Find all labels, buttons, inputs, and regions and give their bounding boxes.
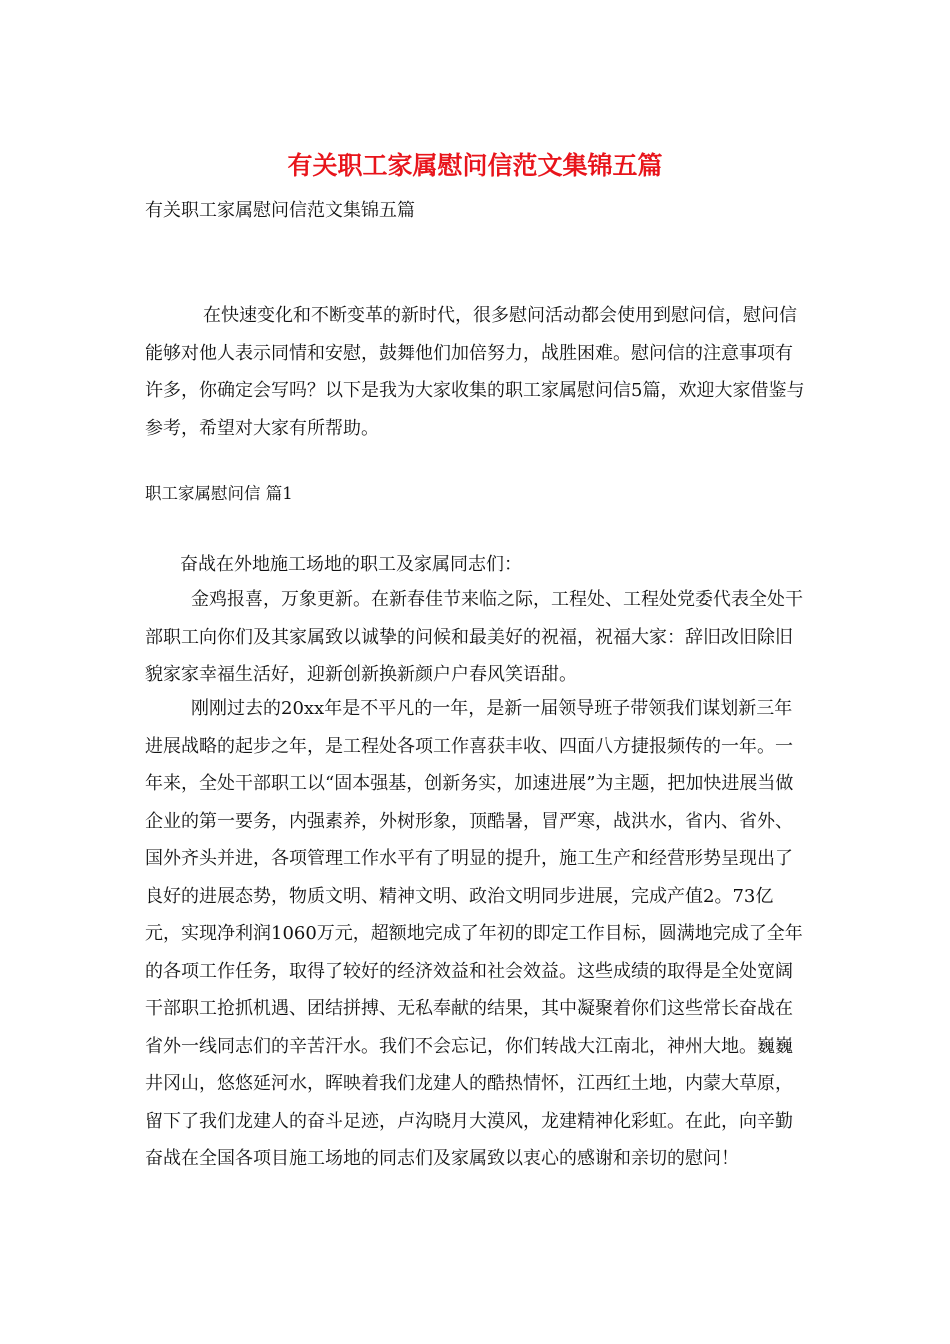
- document-subtitle: 有关职工家属慰问信范文集锦五篇: [145, 200, 415, 221]
- intro-paragraph: 在快速变化和不断变革的新时代，很多慰问活动都会使用到慰问信，慰问信能够对他人表示同情和安慰，鼓舞他们加倍努力，战胜困难。慰问信的注意事项有许多，你确定会写吗？以下是我为大家收集的职工家属慰问信5篇，欢迎大家借鉴与参考，希望对大家有所帮助。: [145, 305, 805, 439]
- letter-paragraph-1: 金鸡报喜，万象更新。在新春佳节来临之际，工程处、工程处党委代表全处干部职工向你们及其家属致以诚挚的问候和最美好的祝福，祝福大家：辞旧改旧除旧貌家家幸福生活好，迎新创新换新颜户户春风笑语甜。: [145, 589, 803, 685]
- section-heading: 职工家属慰问信 篇1: [145, 484, 293, 503]
- letter-paragraph-2: 刚刚过去的20xx年是不平凡的一年，是新一届领导班子带领我们谋划新三年进展战略的起步之年，是工程处各项工作喜获丰收、四面八方捷报频传的一年。一年来，全处干部职工以“固本强基，创新务实，加速进展”为主题，把加快进展当做企业的第一要务，内强素养，外树形象，顶酷暑，冒严寒，战洪水，省内、省外、国外齐头并进，各项管理工作水平有了明显的提升，施工生产和经营形势呈现出了良好的进展态势，物质文明、精神文明、政治文明同步进展，完成产值2。73亿元，实现净利润1060万元，超额地完成了年初的即定工作目标，圆满地完成了全年的各项工作任务，取得了较好的经济效益和社会效益。这些成绩的取得是全处宽阔干部职工抢抓机遇、团结拼搏、无私奉献的结果，其中凝聚着你们这些常长奋战在省外一线同志们的辛苦汗水。我们不会忘记，你们转战大江南北，神州大地。巍巍井冈山，悠悠延河水，晖映着我们龙建人的酷热情怀，江西红土地，内蒙大草原，留下了我们龙建人的奋斗足迹，卢沟晓月大漠风，龙建精神化彩虹。在此，向辛勤奋战在全国各项目施工场地的同志们及家属致以衷心的感谢和亲切的慰问！: [145, 698, 803, 1169]
- letter-greeting: 奋战在外地施工场地的职工及家属同志们：: [180, 554, 522, 575]
- document-title: 有关职工家属慰问信范文集锦五篇: [287, 151, 663, 180]
